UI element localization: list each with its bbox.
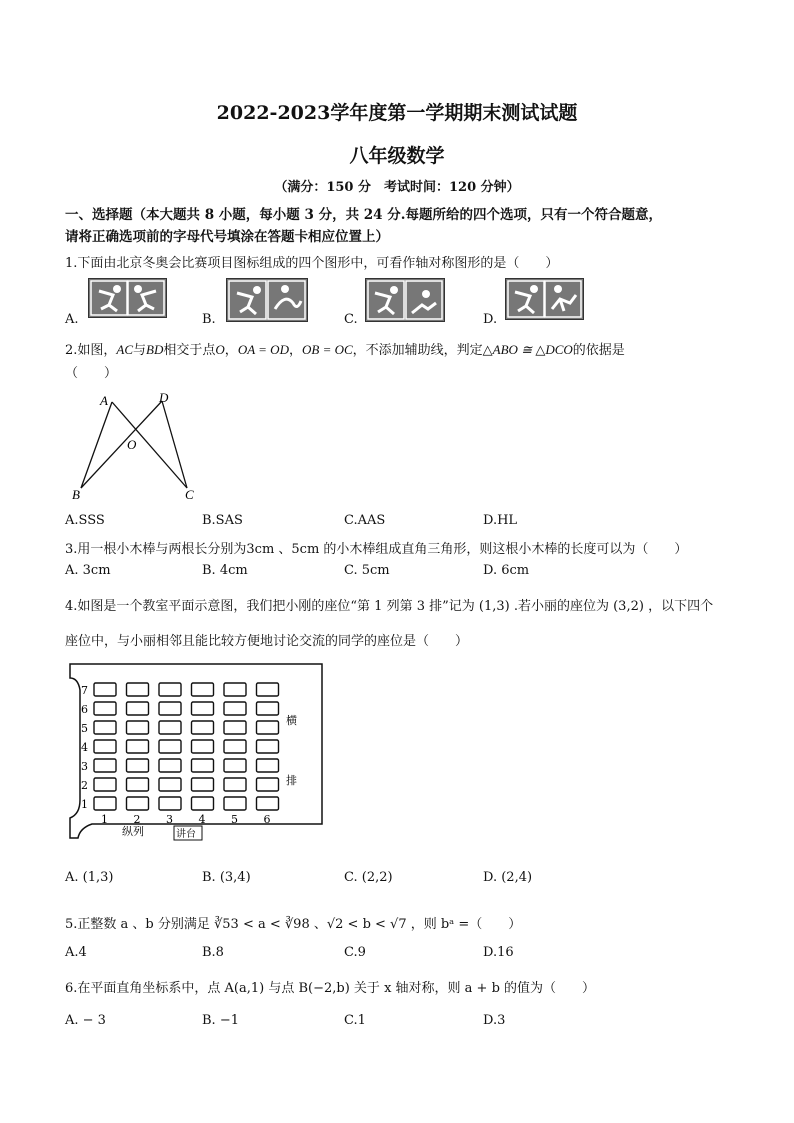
seat — [192, 721, 214, 734]
seat — [192, 740, 214, 753]
seat — [94, 721, 116, 734]
row-number: 5 — [81, 722, 88, 735]
q1-option-c[interactable]: C. — [344, 312, 358, 327]
label-b: B — [72, 487, 80, 502]
question-3: 3.用一根小木棒与两根长分别为3cm 、5cm 的小木棒组成直角三角形，则这根小木棒的长度可以为（ ） — [65, 542, 688, 557]
q1-image-c — [365, 278, 445, 322]
question-1: 1.下面由北京冬奥会比赛项目图标组成的四个图形中，可看作轴对称图形的是（ ） — [65, 256, 559, 271]
q1-image-d — [505, 278, 584, 320]
seat — [127, 721, 149, 734]
q6-option-a[interactable]: A. − 3 — [65, 1013, 106, 1028]
q1-image-b — [226, 278, 308, 322]
seat — [257, 759, 279, 772]
seat — [192, 683, 214, 696]
seat — [94, 740, 116, 753]
row-label-1: 横 — [286, 714, 297, 727]
seat — [224, 702, 246, 715]
seat — [159, 759, 181, 772]
seat — [159, 683, 181, 696]
col-label: 纵列 — [122, 825, 144, 838]
question-2-bracket: （ ） — [65, 366, 118, 381]
seat — [257, 721, 279, 734]
seat — [127, 778, 149, 791]
q6-option-d[interactable]: D.3 — [483, 1013, 506, 1028]
seat — [192, 778, 214, 791]
q1-image-a — [88, 278, 167, 318]
seat — [94, 778, 116, 791]
seat — [127, 759, 149, 772]
seat — [159, 778, 181, 791]
seat — [257, 778, 279, 791]
question-4: 4.如图是一个教室平面示意图，我们把小刚的座位“第 1 列第 3 排”记为 (1,3) .若小丽的座位为 (3,2) ，以下四个 — [65, 599, 714, 614]
seat — [127, 683, 149, 696]
row-number: 4 — [81, 741, 88, 754]
seat — [94, 759, 116, 772]
row-label-2: 排 — [286, 774, 297, 787]
seat — [224, 683, 246, 696]
seat — [224, 721, 246, 734]
section-heading-2: 请将正确选项前的字母代号填涂在答题卡相应位置上） — [65, 229, 389, 245]
seat — [224, 778, 246, 791]
q2-option-d[interactable]: D.HL — [483, 513, 518, 528]
seat — [192, 702, 214, 715]
seat — [224, 797, 246, 810]
q5-option-b[interactable]: B.8 — [202, 945, 224, 960]
seat — [192, 759, 214, 772]
row-number: 6 — [81, 703, 88, 716]
q4-option-a[interactable]: A. (1,3) — [65, 870, 114, 885]
q4-option-b[interactable]: B. (3,4) — [202, 870, 251, 885]
seat — [94, 683, 116, 696]
row-number: 3 — [81, 760, 88, 773]
row-number: 1 — [81, 798, 88, 811]
q3-option-b[interactable]: B. 4cm — [202, 563, 248, 578]
podium-label: 讲台 — [176, 829, 196, 840]
q2-option-b[interactable]: B.SAS — [202, 513, 243, 528]
q5-option-c[interactable]: C.9 — [344, 945, 366, 960]
seat — [159, 740, 181, 753]
q1-option-a[interactable]: A. — [65, 312, 79, 327]
q5-option-a[interactable]: A.4 — [65, 945, 87, 960]
seat — [94, 702, 116, 715]
question-5: 5.正整数 a 、b 分别满足 ∛53 < a < ∛98 、√2 < b < √7 ，则 bᵃ =（ ） — [65, 917, 522, 932]
seat — [257, 797, 279, 810]
seat — [224, 759, 246, 772]
q4-option-d[interactable]: D. (2,4) — [483, 870, 533, 885]
q6-option-c[interactable]: C.1 — [344, 1013, 366, 1028]
seat — [127, 797, 149, 810]
q3-option-c[interactable]: C. 5cm — [344, 563, 390, 578]
seat — [159, 721, 181, 734]
row-number: 7 — [81, 684, 88, 697]
seat — [257, 740, 279, 753]
q3-option-d[interactable]: D. 6cm — [483, 563, 530, 578]
question-6: 6.在平面直角坐标系中，点 A(a,1) 与点 B(−2,b) 关于 x 轴对称，则 a + b 的值为（ ） — [65, 981, 596, 996]
seat — [127, 740, 149, 753]
label-d: D — [159, 390, 169, 405]
exam-meta: （满分：150 分 考试时间：120 分钟） — [274, 180, 520, 195]
label-c: C — [185, 487, 194, 502]
seat — [94, 797, 116, 810]
seat — [159, 702, 181, 715]
col-number: 1 — [101, 813, 108, 826]
col-number: 3 — [166, 813, 173, 826]
q6-option-b[interactable]: B. −1 — [202, 1013, 239, 1028]
question-2: 2.如图，AC与BD相交于点O，OA = OD，OB = OC，不添加辅助线，判定△ABO ≅ △DCO的依据是 — [65, 342, 625, 358]
q4-option-c[interactable]: C. (2,2) — [344, 870, 393, 885]
page-subtitle: 八年级数学 — [349, 145, 445, 167]
page-title: 2022-2023学年度第一学期期末测试试题 — [216, 102, 578, 124]
q2-option-a[interactable]: A.SSS — [65, 513, 105, 528]
label-a: A — [100, 393, 108, 408]
section-heading: 一、选择题（本大题共 8 小题，每小题 3 分，共 24 分.每题所给的四个选项，只有一个符合题意， — [65, 207, 662, 223]
col-number: 6 — [263, 813, 271, 826]
col-number: 2 — [133, 813, 141, 826]
q3-option-a[interactable]: A. 3cm — [65, 563, 111, 578]
classroom-figure — [64, 660, 330, 846]
col-number: 5 — [231, 813, 238, 826]
col-number: 4 — [198, 813, 206, 826]
seat — [127, 702, 149, 715]
label-o: O — [127, 437, 137, 452]
q2-option-c[interactable]: C.AAS — [344, 513, 386, 528]
q5-option-d[interactable]: D.16 — [483, 945, 514, 960]
q1-option-d[interactable]: D. — [483, 312, 498, 327]
triangle-figure — [60, 385, 220, 505]
seat — [224, 740, 246, 753]
seat — [159, 797, 181, 810]
seat — [257, 702, 279, 715]
seat — [257, 683, 279, 696]
seat — [192, 797, 214, 810]
q1-option-b[interactable]: B. — [202, 312, 216, 327]
question-4-line-2: 座位中，与小丽相邻且能比较方便地讨论交流的同学的座位是（ ） — [65, 634, 469, 649]
row-number: 2 — [81, 779, 88, 792]
